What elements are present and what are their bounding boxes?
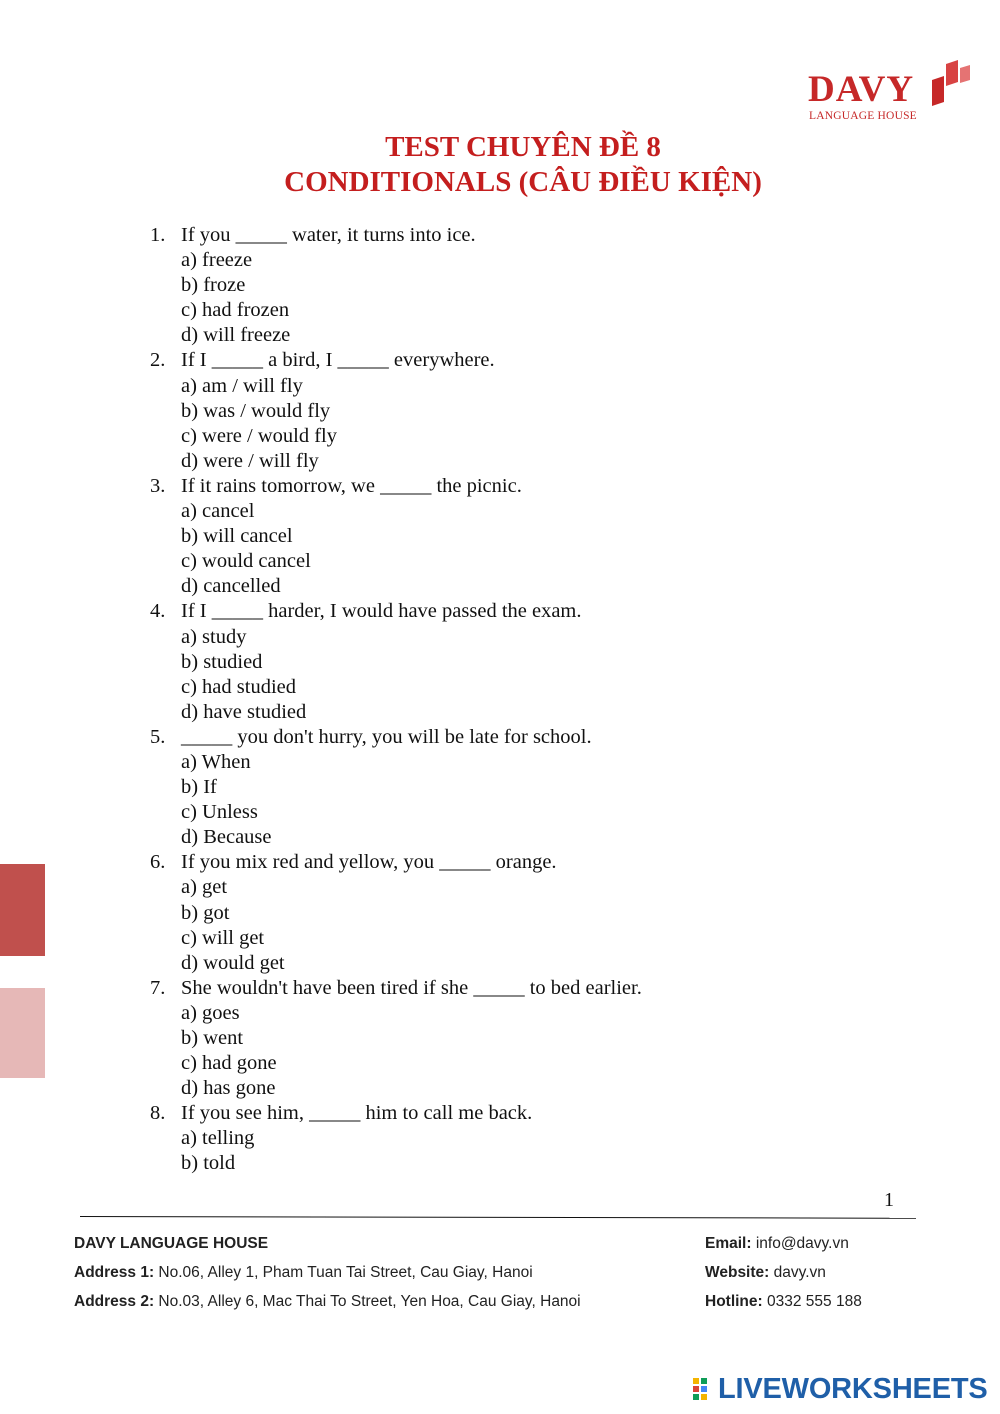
answer-option: a) goes: [181, 1001, 240, 1024]
email-label: Email:: [705, 1235, 752, 1252]
question-text: If I _____ harder, I would have passed the exam.: [181, 600, 582, 623]
answer-option: d) cancelled: [181, 575, 281, 598]
answer-option: b) froze: [181, 274, 246, 297]
question-number: 2.: [150, 349, 166, 372]
answer-option: b) was / would fly: [181, 399, 331, 422]
question-number: 4.: [150, 600, 166, 623]
answer-option: c) had gone: [181, 1052, 277, 1075]
footer-divider: [80, 1216, 916, 1219]
answer-option: a) telling: [181, 1127, 255, 1150]
answer-option: a) cancel: [181, 500, 255, 523]
website-value: davy.vn: [769, 1264, 826, 1281]
question-item: [150, 850, 910, 875]
logo-word: DAVY: [808, 69, 915, 110]
answer-option: c) would cancel: [181, 550, 311, 573]
page-number: 1: [884, 1189, 894, 1211]
question-number: 5.: [150, 725, 166, 748]
footer-address-2: [74, 1292, 581, 1312]
side-decoration-light: [0, 988, 45, 1078]
answer-option: c) had studied: [181, 675, 296, 698]
answer-option: d) have studied: [181, 700, 307, 723]
footer-company: DAVY LANGUAGE HOUSE: [74, 1235, 269, 1252]
question-number: 7.: [150, 976, 166, 999]
email-value: info@davy.vn: [751, 1235, 849, 1252]
answer-option: c) Unless: [181, 801, 258, 824]
answer-option: b) got: [181, 901, 230, 924]
footer-website: [705, 1263, 826, 1283]
davy-flag-icon: [928, 56, 972, 106]
question-number: 1.: [150, 224, 166, 246]
answer-option: d) Because: [181, 826, 272, 849]
liveworksheets-text: LIVEWORKSHEETS: [718, 1373, 988, 1405]
answer-option: c) were / would fly: [181, 424, 337, 447]
hotline-label: Hotline:: [705, 1293, 763, 1310]
logo-subtitle: LANGUAGE HOUSE: [809, 110, 917, 122]
question-text: If I _____ a bird, I _____ everywhere.: [181, 349, 495, 372]
answer-option: a) When: [181, 750, 251, 773]
answer-option: b) will cancel: [181, 525, 293, 548]
question-item: [150, 599, 910, 624]
liveworksheets-logo-icon: [692, 1377, 716, 1401]
question-item: [150, 1101, 910, 1126]
address2-value: No.03, Alley 6, Mac Thai To Street, Yen Hoa, Cau Giay, Hanoi: [154, 1293, 581, 1310]
answer-option: b) went: [181, 1027, 244, 1049]
footer-email: [705, 1234, 849, 1254]
question-text: If you mix red and yellow, you _____ orange.: [181, 851, 557, 874]
page-title-line2: CONDITIONALS (CÂU ĐIỀU KIỆN): [284, 166, 762, 198]
answer-option: d) will freeze: [181, 324, 291, 347]
answer-option: d) were / will fly: [181, 449, 319, 472]
address2-label: Address 2:: [74, 1293, 155, 1310]
hotline-value: 0332 555 188: [762, 1293, 862, 1310]
address1-value: No.06, Alley 1, Pham Tuan Tai Street, Cau Giay, Hanoi: [154, 1264, 533, 1281]
answer-option: a) freeze: [181, 249, 253, 272]
question-text: _____ you don't hurry, you will be late for school.: [181, 725, 592, 748]
question-number: 3.: [150, 474, 166, 497]
davy-logo: [806, 56, 976, 126]
answer-option: a) study: [181, 625, 247, 648]
answer-option: d) would get: [181, 951, 285, 974]
question-number: 6.: [150, 851, 166, 874]
question-list: [150, 223, 910, 1177]
website-label: Website:: [705, 1264, 770, 1281]
question-item: [150, 725, 910, 750]
side-decoration-dark: [0, 864, 45, 956]
answer-option: d) has gone: [181, 1077, 276, 1100]
footer-address-1: [74, 1263, 533, 1283]
page-title-line1: TEST CHUYÊN ĐỀ 8: [385, 131, 661, 163]
address1-label: Address 1:: [74, 1264, 155, 1281]
question-text: She wouldn't have been tired if she _____ to bed earlier.: [181, 976, 642, 999]
answer-option: a) get: [181, 876, 228, 899]
answer-option: c) had frozen: [181, 299, 290, 322]
answer-option: a) am / will fly: [181, 374, 303, 397]
question-text: If you see him, _____ him to call me back.: [181, 1102, 533, 1125]
answer-option: b) studied: [181, 650, 263, 673]
question-item: [150, 348, 910, 373]
question-text: If you _____ water, it turns into ice.: [181, 224, 476, 246]
question-item: [150, 223, 910, 248]
question-number: 8.: [150, 1102, 166, 1125]
liveworksheets-watermark: [692, 1371, 992, 1407]
question-item: [150, 976, 910, 1001]
answer-option: c) will get: [181, 926, 265, 949]
footer-hotline: [705, 1292, 862, 1312]
question-item: [150, 474, 910, 499]
answer-option: b) told: [181, 1152, 236, 1175]
question-text: If it rains tomorrow, we _____ the picnic.: [181, 474, 522, 497]
answer-option: b) If: [181, 776, 217, 799]
